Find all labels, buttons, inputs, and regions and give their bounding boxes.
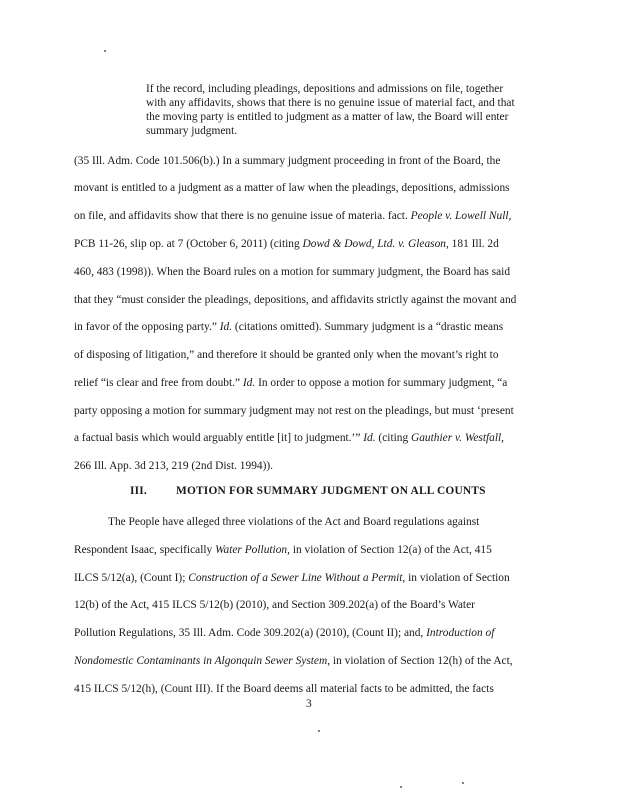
section-number: III.	[130, 485, 147, 497]
body-line: (35 Ill. Adm. Code 101.506(b).) In a summary judgment proceeding in front of the Board, the	[74, 155, 501, 167]
count-title: Construction of a Sewer Line Without a Permit	[188, 572, 403, 584]
case-citation: Id.	[219, 321, 233, 333]
body-line: Nondomestic Contaminants in Algonquin Sewer System, in violation of Section 12(h) of the Act,	[74, 655, 513, 667]
scan-speck	[462, 782, 464, 784]
scan-speck	[400, 786, 402, 788]
body-line: ILCS 5/12(a), (Count I); Construction of a Sewer Line Without a Permit, in violation of Section	[74, 572, 510, 584]
case-citation: Id.	[242, 377, 256, 389]
case-citation: People v. Lowell Null,	[410, 210, 512, 222]
body-line: relief “is clear and free from doubt.” Id. In order to oppose a motion for summary judgment, “a	[74, 377, 508, 389]
page-number: 3	[306, 698, 312, 710]
body-line: PCB 11-26, slip op. at 7 (October 6, 2011) (citing Dowd & Dowd, Ltd. v. Gleason, 181 Ill. 2d	[74, 238, 499, 250]
case-citation: Dowd & Dowd, Ltd. v. Gleason	[302, 238, 446, 250]
body-line: 460, 483 (1998)). When the Board rules on a motion for summary judgment, the Board has said	[74, 266, 511, 278]
body-line: movant is entitled to a judgment as a matter of law when the pleadings, depositions, admissions	[74, 182, 510, 194]
case-citation: Id.	[363, 432, 376, 444]
quote-line: the moving party is entitled to judgment as a matter of law, the Board will enter	[146, 111, 509, 123]
body-line: party opposing a motion for summary judgment may not rest on the pleadings, but must ‘present	[74, 405, 514, 417]
body-line: of disposing of litigation,” and therefore it should be granted only when the movant’s right to	[74, 349, 499, 361]
quote-line: If the record, including pleadings, depositions and admissions on file, together	[146, 83, 504, 95]
section-title: MOTION FOR SUMMARY JUDGMENT ON ALL COUNTS	[176, 485, 486, 497]
body-line: a factual basis which would arguably entitle [it] to judgment.’” Id. (citing Gauthier v. Westfall,	[74, 432, 505, 444]
body-line: The People have alleged three violations of the Act and Board regulations against	[108, 516, 480, 528]
body-line: on file, and affidavits show that there is no genuine issue of materia. fact. People v. Lowell Null,	[74, 210, 512, 222]
body-line: 12(b) of the Act, 415 ILCS 5/12(b) (2010), and Section 309.202(a) of the Board’s Water	[74, 599, 475, 611]
count-title: Nondomestic Contaminants in Algonquin Sewer System	[74, 655, 328, 667]
count-title: Water Pollution,	[215, 544, 290, 556]
quote-line: with any affidavits, shows that there is no genuine issue of material fact, and that	[146, 97, 515, 109]
body-line: in favor of the opposing party.” Id. (citations omitted). Summary judgment is a “drastic means	[74, 321, 504, 333]
body-line: 266 Ill. App. 3d 213, 219 (2nd Dist. 1994)).	[74, 460, 274, 472]
section-heading	[130, 485, 486, 497]
count-title: Introduction of	[426, 627, 495, 639]
body-line: Pollution Regulations, 35 Ill. Adm. Code 309.202(a) (2010), (Count II); and, Introduction of	[74, 627, 495, 639]
body-line: that they “must consider the pleadings, depositions, and affidavits strictly against the movant and	[74, 294, 517, 306]
quote-line: summary judgment.	[146, 125, 238, 137]
case-citation: Gauthier v. Westfall,	[411, 432, 505, 444]
body-line: Respondent Isaac, specifically Water Pollution, in violation of Section 12(a) of the Act, 415	[74, 544, 492, 556]
block-quote	[146, 82, 546, 138]
scan-speck	[104, 50, 106, 52]
body-line: 415 ILCS 5/12(h), (Count III). If the Board deems all material facts to be admitted, the facts	[74, 683, 494, 695]
scan-speck	[318, 730, 320, 732]
